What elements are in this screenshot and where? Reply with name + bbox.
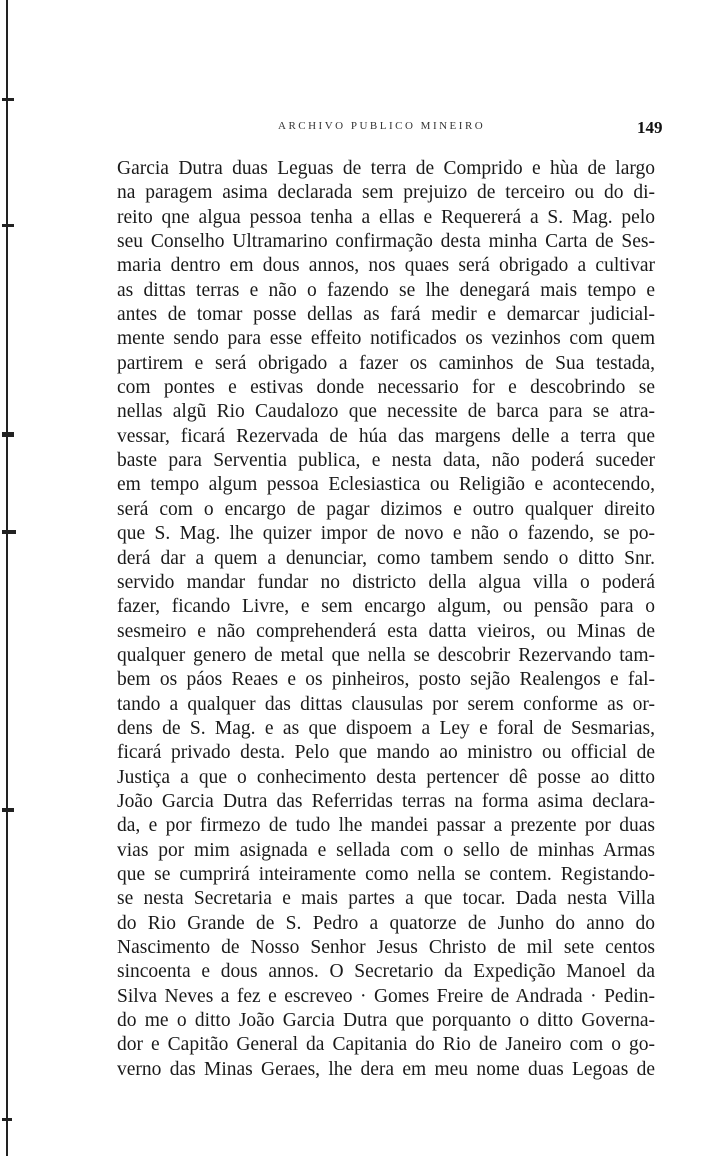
binding-edge-mark [2, 98, 14, 101]
text-line: vias por mim asignada e sellada com o sello de minhas Armas [117, 839, 655, 861]
body-text [117, 157, 655, 1082]
page-number: 149 [637, 118, 663, 137]
text-line: vessar, ficará Rezervada de húa das margens delle a terra que [117, 425, 655, 447]
text-line: do Rio Grande de S. Pedro a quatorze de Junho do anno do [117, 912, 655, 934]
text-line: seu Conselho Ultramarino confirmação desta minha Carta de Ses- [117, 231, 655, 253]
text-line: ficará privado desta. Pelo que mando ao ministro ou official de [117, 742, 655, 764]
binding-edge-mark [2, 224, 14, 227]
running-head [0, 118, 723, 138]
text-line: servido mandar fundar no districto della algua villa o poderá [117, 571, 655, 593]
text-line: sincoenta e dous annos. O Secretario da Expedição Manoel da [117, 961, 655, 983]
text-line: se nesta Secretaria e mais partes a que tocar. Dada nesta Villa [117, 888, 655, 910]
text-line: na paragem asima declarada sem prejuizo de terceiro ou do di- [117, 182, 655, 204]
text-line: da, e por firmezo de tudo lhe mandei passar a prezente por duas [117, 815, 655, 837]
text-line: que se cumprirá inteiramente como nella se contem. Registando- [117, 863, 655, 885]
text-line: será com o encargo de pagar dizimos e outro qualquer direito [117, 498, 655, 520]
text-line: mente sendo para esse effeito notificados os vezinhos com quem [117, 328, 655, 350]
binding-edge-mark [2, 432, 14, 437]
text-line: João Garcia Dutra das Referridas terras na forma asima declara- [117, 790, 655, 812]
text-line: Silva Neves a fez e escreveo · Gomes Freire de Andrada · Pedin- [117, 985, 655, 1007]
text-line: partirem e será obrigado a fazer os caminhos de Sua testada, [117, 352, 655, 374]
text-line: bem os páos Reaes e os pinheiros, posto sejão Realengos e fal- [117, 669, 655, 691]
text-line: fazer, ficando Livre, e sem encargo algum, ou pensão para o [117, 596, 655, 618]
text-line: maria dentro em dous annos, nos quaes será obrigado a cultivar [117, 255, 655, 277]
running-title: ARCHIVO PUBLICO MINEIRO [278, 120, 486, 132]
text-line: dens de S. Mag. e as que dispoem a Ley e foral de Sesmarias, [117, 717, 655, 739]
text-line: nellas algũ Rio Caudalozo que necessite de barca para se atra- [117, 401, 655, 423]
text-line: em tempo algum pessoa Eclesiastica ou Religião e acontecendo, [117, 474, 655, 496]
text-line: as dittas terras e não o fazendo se lhe denegará mais tempo e [117, 279, 655, 301]
binding-edge-mark [2, 530, 16, 534]
text-line: sesmeiro e não comprehenderá esta datta vieiros, ou Minas de [117, 620, 655, 642]
binding-edge-mark [2, 808, 14, 812]
text-line: que S. Mag. lhe quizer impor de novo e não o fazendo, se po- [117, 523, 655, 545]
text-line: Garcia Dutra duas Leguas de terra de Comprido e hùa de largo [117, 158, 655, 179]
text-line: baste para Serventia publica, e nesta data, não poderá suceder [117, 450, 655, 472]
text-line: Nascimento de Nosso Senhor Jesus Christo de mil sete centos [117, 937, 655, 958]
text-line: verno das Minas Geraes, lhe dera em meu nome duas Legoas de [117, 1058, 655, 1080]
text-line: do me o ditto João Garcia Dutra que porquanto o ditto Governa- [117, 1010, 655, 1032]
binding-edge-mark [2, 1118, 12, 1121]
text-line: reito qne algua pessoa tenha a ellas e Requererá a S. Mag. pelo [117, 206, 655, 228]
text-line: Justiça a que o conhecimento desta pertencer dê posse ao ditto [117, 766, 655, 788]
text-line: tando a qualquer das dittas clausulas por serem conforme as or- [117, 693, 655, 715]
binding-edge-line [6, 0, 8, 1156]
text-line: antes de tomar posse dellas as fará medir e demarcar judicial- [117, 304, 655, 326]
text-line: qualquer genero de metal que nella se descobrir Rezervando tam- [117, 644, 655, 666]
text-line: com pontes e estivas donde necessario for e descobrindo se [117, 377, 655, 399]
text-line: dor e Capitão General da Capitania do Rio de Janeiro com o go- [117, 1034, 655, 1056]
text-line: derá dar a quem a denunciar, como tambem sendo o ditto Snr. [117, 547, 655, 569]
